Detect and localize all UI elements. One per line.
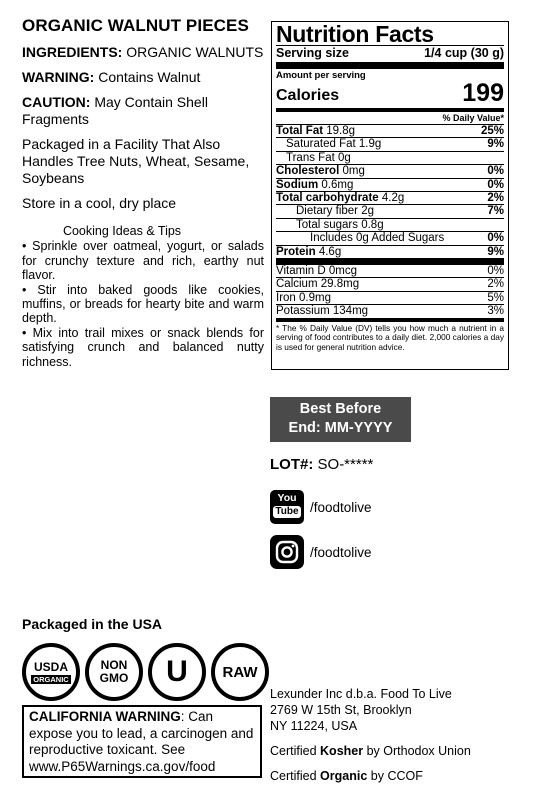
ingredients: INGREDIENTS: ORGANIC WALNUTS xyxy=(22,44,264,60)
divider xyxy=(276,62,504,69)
organic-certification: Certified Organic by CCOF xyxy=(270,769,423,783)
company-address: Lexunder Inc d.b.a. Food To Live 2769 W 15th St, Brooklyn NY 11224, USA xyxy=(270,687,452,733)
divider xyxy=(276,318,504,322)
nutrient-row: Total Fat 19.8g 25% xyxy=(276,125,504,137)
nutrient-row: Sodium 0.6mg 0% xyxy=(276,178,504,191)
nutrient-row: Protein 4.6g 9% xyxy=(276,245,504,258)
tips-title: Cooking Ideas & Tips xyxy=(62,224,182,238)
serving-size-row: Serving size 1/4 cup (30 g) xyxy=(276,46,504,60)
nutrition-facts-panel xyxy=(271,21,509,370)
tip-item: • Stir into baked goods like cookies, muffins, or breads for hearty bite and warm depth. xyxy=(22,282,264,326)
nutrient-row: Saturated Fat 1.9g 9% xyxy=(276,137,504,150)
nutrient-row: Vitamin D 0mcg 0% xyxy=(276,265,504,278)
youtube-handle: /foodtolive xyxy=(310,499,372,515)
divider xyxy=(276,258,504,265)
nutrient-row: Total carbohydrate 4.2g 2% xyxy=(276,192,504,205)
nutrient-row: Trans Fat 0g xyxy=(276,151,504,164)
nutrient-row: Total sugars 0.8g xyxy=(276,218,504,231)
raw-icon: RAW xyxy=(211,643,269,701)
calories-row: Calories 199 xyxy=(276,79,504,107)
instagram-link[interactable] xyxy=(270,535,372,569)
storage-note: Store in a cool, dry place xyxy=(22,195,177,211)
caution: CAUTION: May Contain Shell Fragments xyxy=(22,94,208,127)
instagram-handle: /foodtolive xyxy=(310,544,372,560)
tip-item: • Mix into trail mixes or snack blends for satisfying crunch and balanced nutty richness. xyxy=(22,325,264,369)
nutrient-row: Calcium 29.8mg 2% xyxy=(276,278,504,291)
nutrient-row: Potassium 134mg 3% xyxy=(276,305,504,318)
warning: WARNING: Contains Walnut xyxy=(22,69,201,85)
nutrition-footnote: * The % Daily Value (DV) tells you how much a nutrient in a serving of food contributes to a daily diet. 2,000 calories a day is used for general nutrition advice. xyxy=(276,322,504,352)
non-gmo-icon: NON GMO xyxy=(85,643,143,701)
packaged-in: Packaged in the USA xyxy=(22,616,163,632)
best-before-box: Best Before End: MM-YYYY xyxy=(270,397,411,442)
kosher-certification: Certified Kosher by Orthodox Union xyxy=(270,744,471,758)
california-warning: CALIFORNIA WARNING: Can expose you to lead, a carcinogen and reproductive toxicant. See www.P65Warnings.ca.gov/food xyxy=(22,705,262,778)
instagram-icon xyxy=(270,535,304,569)
certification-badges xyxy=(22,643,269,701)
nutrition-title: Nutrition Facts xyxy=(276,21,434,47)
calories-value: 199 xyxy=(462,79,504,107)
daily-value-header: % Daily Value* xyxy=(442,113,504,123)
usda-organic-icon: USDA ORGANIC xyxy=(22,643,80,701)
tip-item: • Sprinkle over oatmeal, yogurt, or salads for crunchy texture and rich, earthy nut flavor. xyxy=(22,239,264,283)
amount-per-serving: Amount per serving xyxy=(276,70,366,81)
lot-number: LOT#: SO-***** xyxy=(270,456,374,473)
nutrient-row: Iron 0.9mg 5% xyxy=(276,291,504,304)
youtube-link[interactable] xyxy=(270,490,372,524)
nutrient-row: Dietary fiber 2g 7% xyxy=(276,204,504,217)
facility-note: Packaged in a Facility That Also Handles Tree Nuts, Wheat, Sesame, Soybeans xyxy=(22,136,250,186)
youtube-icon: You Tube xyxy=(270,490,304,524)
cooking-tips xyxy=(22,224,264,369)
kosher-icon: U xyxy=(148,643,206,701)
product-info xyxy=(22,16,264,369)
nutrient-row: Cholesterol 0mg 0% xyxy=(276,165,504,178)
product-title: ORGANIC WALNUT PIECES xyxy=(22,16,249,35)
nutrient-row: Includes 0g Added Sugars 0% xyxy=(276,231,504,244)
